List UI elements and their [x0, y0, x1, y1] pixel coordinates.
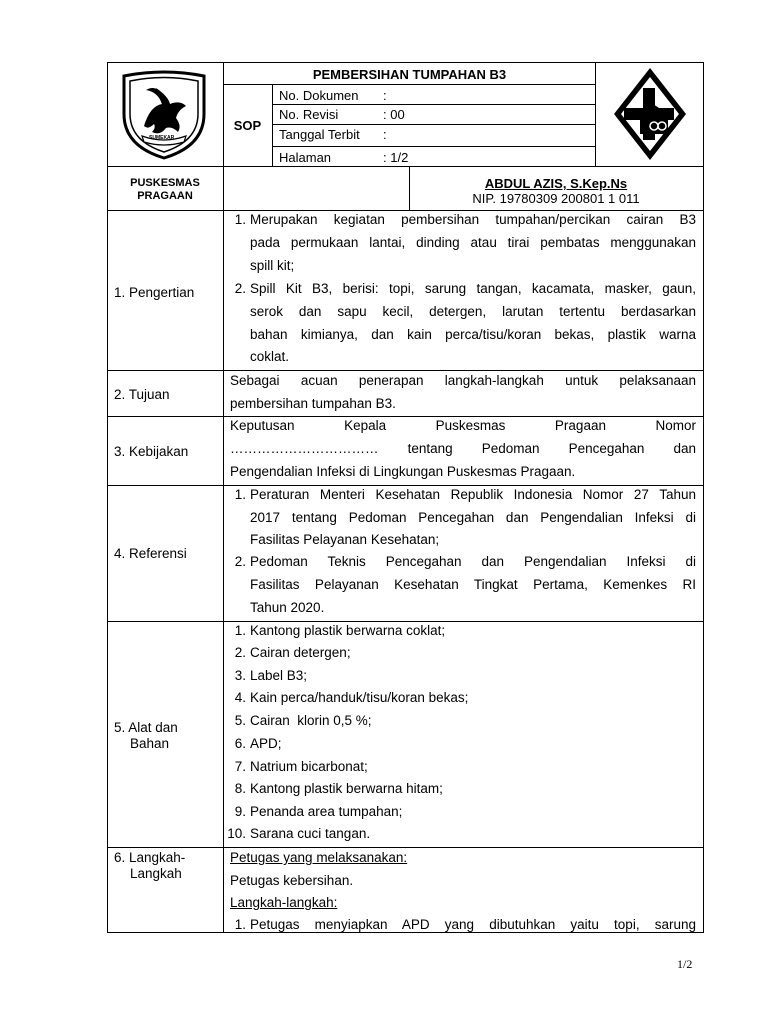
paragraph-line: pembersihan tumpahan B3. [230, 396, 396, 411]
list-number: 1. [234, 487, 246, 502]
left-emblem-logo [116, 66, 212, 162]
section-label-alat-line1: 5. Alat dan [114, 720, 178, 735]
meta-label-tanggal-terbit: Tanggal Terbit [279, 127, 360, 142]
list-item: Natrium bicarbonat; [250, 759, 368, 774]
list-item-line: Pedoman Teknis Pencegahan dan Pengendalian Infeksi di [250, 554, 696, 569]
list-number: 2. [234, 645, 246, 660]
sop-label: SOP [233, 118, 262, 133]
section-label-langkah-line1: 6. Langkah- [114, 850, 186, 865]
list-number: 3. [234, 668, 246, 683]
list-item-line: Peraturan Menteri Kesehatan Republik Indonesia Nomor 27 Tahun [250, 487, 696, 502]
signer-nip: NIP. 19780309 200801 1 011 [472, 191, 640, 206]
paragraph-line: Sebagai acuan penerapan langkah-langkah untuk pelaksanaan [230, 373, 696, 388]
meta-value-halaman: : 1/2 [383, 150, 409, 165]
list-item: APD; [250, 736, 282, 751]
list-item: Kantong plastik berwarna hitam; [250, 781, 443, 796]
meta-value-no-dokumen: : [383, 88, 387, 103]
list-item-line: serok dan sapu kecil, detergen, larutan tertentu berdasarkan [250, 304, 696, 319]
list-number: 10. [227, 826, 246, 841]
list-item-line: spill kit; [250, 258, 295, 273]
list-item-line: Fasilitas Pelayanan Kesehatan; [250, 532, 440, 547]
institution-name-line2: PRAGAAN [137, 190, 193, 202]
list-item: Kantong plastik berwarna coklat; [250, 623, 446, 638]
list-item-line: coklat. [250, 349, 290, 364]
document-title: PEMBERSIHAN TUMPAHAN B3 [312, 67, 507, 82]
page-number: 1/2 [677, 957, 693, 971]
list-item-line: Petugas menyiapkan APD yang dibutuhkan yaitu topi, sarung [250, 917, 696, 932]
list-item-line: pada permukaan lantai, dinding atau tirai pembatas menggunakan [250, 235, 696, 250]
paragraph-line: Keputusan Kepala Puskesmas Pragaan Nomor [230, 418, 696, 433]
list-number: 2. [234, 281, 246, 296]
left-logo-text: SUMEKAR [149, 135, 175, 141]
section-label-referensi: 4. Referensi [114, 546, 187, 561]
list-item-line: Spill Kit B3, berisi: topi, sarung tangan, kacamata, masker, gaun, [250, 281, 696, 296]
section-label-langkah-line2: Langkah [130, 866, 182, 881]
list-number: 1. [234, 623, 246, 638]
paragraph-line: Pengendalian Infeksi di Lingkungan Puskesmas Pragaan. [230, 464, 576, 479]
list-number: 1. [234, 917, 246, 932]
list-item: Sarana cuci tangan. [250, 826, 371, 841]
list-number: 9. [234, 804, 246, 819]
list-item-line: 2017 tentang Pedoman Pencegahan dan Pengendalian Infeksi di [250, 510, 696, 525]
meta-label-halaman: Halaman [279, 150, 332, 165]
section-label-kebijakan: 3. Kebijakan [114, 444, 189, 459]
meta-label-no-revisi: No. Revisi [279, 107, 339, 122]
executor-heading: Petugas yang melaksanakan: [230, 850, 408, 865]
list-item: Label B3; [250, 668, 308, 683]
list-number: 6. [234, 736, 246, 751]
list-number: 4. [234, 690, 246, 705]
list-item-line: Merupakan kegiatan pembersihan tumpahan/percikan cairan B3 [250, 212, 696, 227]
list-number: 8. [234, 781, 246, 796]
list-item: Cairan detergen; [250, 645, 351, 660]
list-item-line: bahan kimianya, dan kain perca/tisu/koran bekas, plastik warna [250, 327, 696, 342]
meta-label-no-dokumen: No. Dokumen [279, 88, 359, 103]
meta-value-no-revisi: : 00 [383, 107, 405, 122]
list-item-line: Fasilitas Pelayanan Kesehatan Tingkat Pertama, Kemenkes RI [250, 577, 696, 592]
list-item-line: Tahun 2020. [250, 600, 325, 615]
list-item: Penanda area tumpahan; [250, 804, 403, 819]
list-number: 1. [234, 212, 246, 227]
list-item: Cairan klorin 0,5 %; [250, 713, 372, 728]
section-label-alat-line2: Bahan [130, 736, 170, 751]
list-number: 7. [234, 759, 246, 774]
list-number: 5. [234, 713, 246, 728]
list-item: Kain perca/handuk/tisu/koran bekas; [250, 690, 469, 705]
steps-heading: Langkah-langkah: [230, 895, 338, 910]
meta-value-tanggal-terbit: : [383, 127, 387, 142]
puskesmas-logo [610, 64, 690, 164]
signer-name: ABDUL AZIS, S.Kep.Ns [484, 176, 628, 191]
section-label-pengertian: 1. Pengertian [114, 285, 195, 300]
section-label-tujuan: 2. Tujuan [114, 387, 170, 402]
executor-text: Petugas kebersihan. [230, 873, 354, 888]
paragraph-line: …………………………… tentang Pedoman Pencegahan dan [230, 441, 696, 456]
list-number: 2. [234, 554, 246, 569]
institution-name-line1: PUSKESMAS [130, 177, 200, 189]
